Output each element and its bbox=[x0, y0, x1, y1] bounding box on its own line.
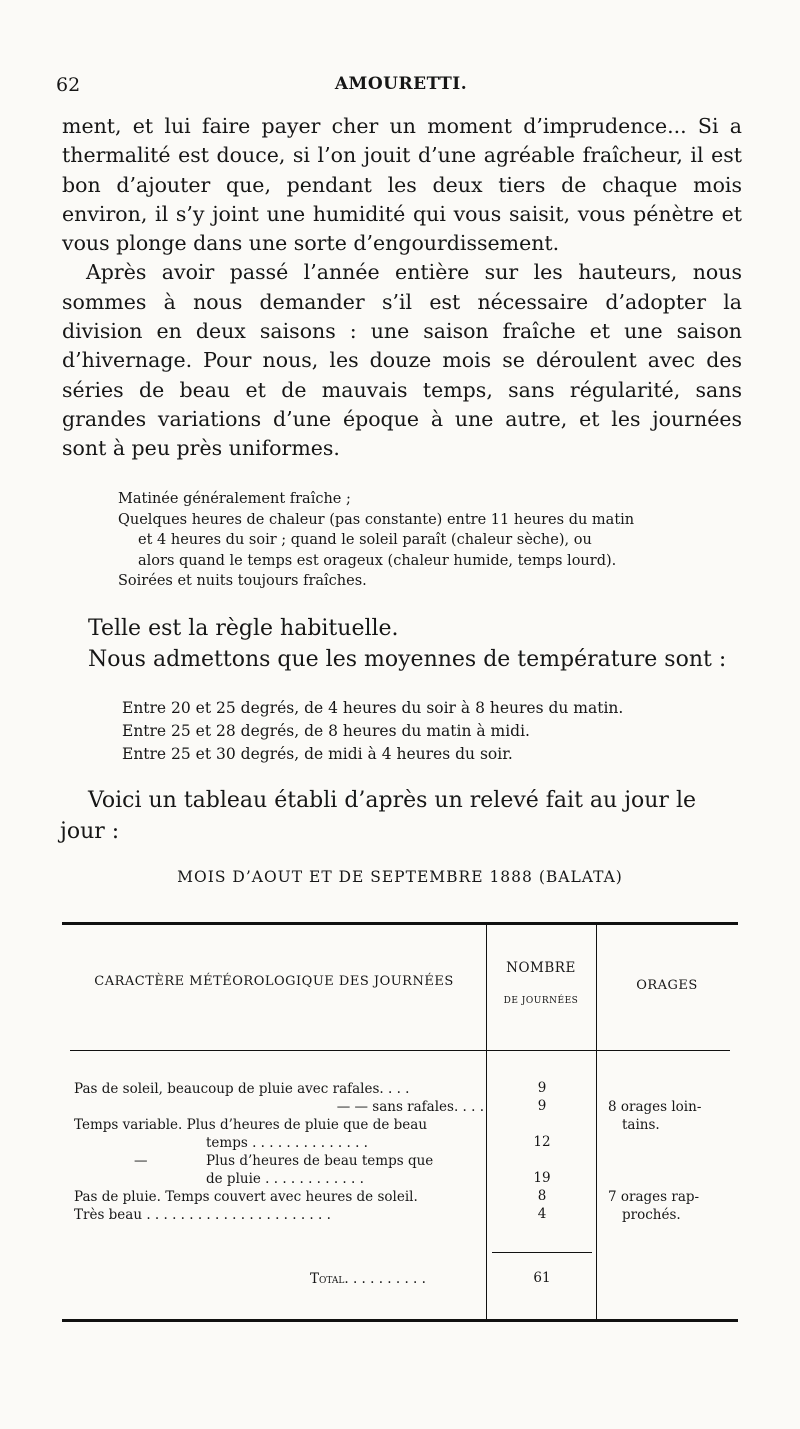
row-count: 9 bbox=[537, 1080, 547, 1096]
storms-near: 7 orages rap- bbox=[608, 1189, 700, 1205]
row-label: Pas de pluie. Temps couvert avec heures de soleil. bbox=[74, 1189, 418, 1205]
note-line: Quelques heures de chaleur (pas constante) entre 11 heures du matin bbox=[118, 511, 635, 528]
row-dash: — bbox=[134, 1153, 148, 1169]
paragraph-seasons: Après avoir passé l’année entière sur les hauteurs, nous sommes à nous demander s’il est nécessaire d’adopter la division en deux saisons : une saison fraîche et une saison d’hivernage. Pour nous, les douze mois se déroulent avec des séries de beau et de mauvais temps, sans régularité, sans grandes variations d’une époque à une autre, et les journées sont à peu près uniformes. bbox=[62, 260, 742, 461]
top-rule bbox=[62, 922, 738, 925]
column-divider bbox=[486, 925, 487, 1319]
rule-line: Telle est la règle habituelle. bbox=[88, 616, 399, 641]
row-count: 19 bbox=[533, 1170, 551, 1186]
intro-line: Voici un tableau établi d’après un relevé fait au jour le bbox=[88, 788, 696, 813]
rule-line: Nous admettons que les moyennes de température sont : bbox=[88, 647, 727, 672]
day-notes bbox=[118, 489, 718, 592]
paragraph-continued: ment, et lui faire payer cher un moment d’imprudence... Si a thermalité est douce, si l’on jouit d’une agréable fraîcheur, il est bon d’ajouter que, pendant les deux tiers de chaque mois environ, il s’y joint une humidité qui vous saisit, vous pénètre et vous plonge dans une sorte d’engourdissement. bbox=[62, 114, 742, 256]
note-line: Matinée généralement fraîche ; bbox=[118, 491, 351, 507]
page-number: 62 bbox=[56, 74, 81, 96]
note-line: et 4 heures du soir ; quand le soleil paraît (chaleur sèche), ou bbox=[138, 532, 592, 548]
storms-near: prochés. bbox=[622, 1207, 681, 1223]
temperature-line: Entre 25 et 30 degrés, de midi à 4 heures du soir. bbox=[122, 745, 513, 763]
header-rule bbox=[70, 1050, 730, 1051]
rule-statement bbox=[88, 613, 726, 675]
row-label: de pluie . . . . . . . . . . . . bbox=[206, 1171, 364, 1187]
row-label: Plus d’heures de beau temps que bbox=[206, 1153, 434, 1169]
storms-far: tains. bbox=[622, 1117, 660, 1133]
row-label: Temps variable. Plus d’heures de pluie que de beau bbox=[74, 1117, 428, 1133]
total-label: Total. . . . . . . . . . bbox=[310, 1271, 426, 1287]
row-label: temps . . . . . . . . . . . . . . bbox=[206, 1135, 368, 1151]
row-label: — — sans rafales. . . . bbox=[336, 1099, 484, 1115]
main-text bbox=[62, 112, 742, 464]
bottom-rule bbox=[62, 1319, 738, 1322]
note-line: alors quand le temps est orageux (chaleur humide, temps lourd). bbox=[138, 552, 617, 569]
total-value: 61 bbox=[533, 1270, 551, 1286]
note-line: Soirées et nuits toujours fraîches. bbox=[118, 573, 367, 589]
temperature-line: Entre 25 et 28 degrés, de 8 heures du matin à midi. bbox=[122, 722, 530, 740]
row-count: 8 bbox=[537, 1188, 547, 1204]
temperature-line: Entre 20 et 25 degrés, de 4 heures du soir à 8 heures du matin. bbox=[122, 699, 624, 717]
row-label: Très beau . . . . . . . . . . . . . . . . . . . . . . bbox=[74, 1207, 331, 1223]
header-count-sub: DE JOURNÉES bbox=[503, 996, 579, 1006]
row-count: 4 bbox=[537, 1206, 547, 1222]
header-character: CARACTÈRE MÉTÉOROLOGIQUE DES JOURNÉES bbox=[94, 974, 454, 989]
table-intro bbox=[60, 785, 738, 847]
header-storms: ORAGES bbox=[636, 978, 698, 993]
running-title: AMOURETTI. bbox=[334, 74, 468, 94]
row-count: 12 bbox=[533, 1134, 551, 1150]
page-header bbox=[56, 74, 746, 100]
row-label: Pas de soleil, beaucoup de pluie avec rafales. . . . bbox=[74, 1081, 410, 1097]
intro-line: jour : bbox=[60, 819, 120, 844]
header-count: NOMBRE bbox=[506, 960, 576, 976]
temperature-list bbox=[122, 697, 623, 766]
storms-far: 8 orages loin- bbox=[608, 1099, 702, 1115]
weather-table bbox=[62, 922, 738, 1322]
total-rule bbox=[492, 1252, 592, 1253]
row-count: 9 bbox=[537, 1098, 547, 1114]
table-caption: MOIS D’AOUT ET DE SEPTEMBRE 1888 (BALATA) bbox=[177, 868, 623, 886]
